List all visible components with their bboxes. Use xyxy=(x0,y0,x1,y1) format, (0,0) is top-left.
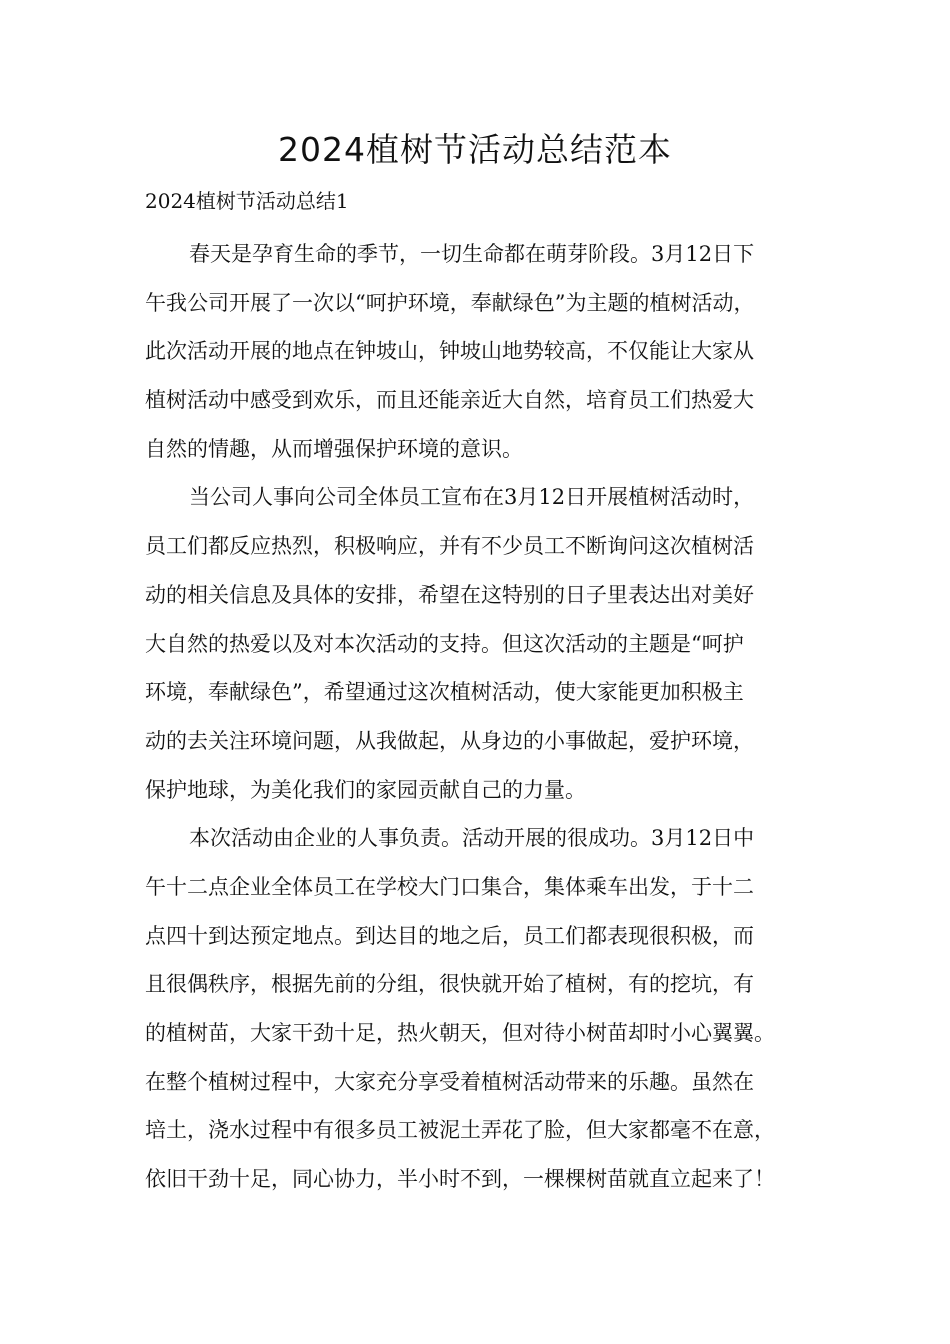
text-line: 员工们都反应热烈，积极响应，并有不少员工不断询问这次植树活 xyxy=(145,534,754,559)
text-line: 春天是孕育生命的季节，一切生命都在萌芽阶段。3月12日下 xyxy=(189,242,755,266)
text-line: 在整个植树过程中，大家充分享受着植树活动带来的乐趣。虽然在 xyxy=(145,1069,754,1094)
text-line: 动的去关注环境问题，从我做起，从身边的小事做起，爱护环境， xyxy=(145,728,754,753)
text-line: 本次活动由企业的人事负责。活动开展的很成功。3月12日中 xyxy=(189,826,755,851)
text-line: 的植树苗，大家干劲十足，热火朝天，但对待小树苗却时小心翼翼。 xyxy=(145,1021,775,1045)
paragraph-1 xyxy=(145,230,810,473)
text-line: 保护地球，为美化我们的家园贡献自己的力量。 xyxy=(145,777,586,802)
text-line: 培土，浇水过程中有很多员工被泥土弄花了脸，但大家都毫不在意， xyxy=(145,1118,775,1143)
text-line: 大自然的热爱以及对本次活动的支持。但这次活动的主题是“呵护 xyxy=(145,631,744,656)
text-line: 此次活动开展的地点在钟坡山，钟坡山地势较高，不仅能让大家从 xyxy=(145,339,754,364)
paragraph-2 xyxy=(145,473,810,814)
document-title: 2024植树节活动总结范本 xyxy=(278,130,672,169)
text-line: 点四十到达预定地点。到达目的地之后，员工们都表现很积极，而 xyxy=(145,923,754,948)
section-heading: 2024植树节活动总结1 xyxy=(145,189,349,213)
text-line: 自然的情趣，从而增强保护环境的意识。 xyxy=(145,436,523,461)
text-line: 植树活动中感受到欢乐，而且还能亲近大自然，培育员工们热爱大 xyxy=(145,388,754,413)
text-line: 环境，奉献绿色”，希望通过这次植树活动，使大家能更加积极主 xyxy=(145,680,744,705)
document-body xyxy=(145,230,810,1204)
text-line: 且很偶秩序，根据先前的分组，很快就开始了植树，有的挖坑，有 xyxy=(145,972,754,997)
text-line: 午我公司开展了一次以“呵护环境，奉献绿色”为主题的植树活动， xyxy=(145,290,755,315)
text-line: 午十二点企业全体员工在学校大门口集合，集体乘车出发，于十二 xyxy=(145,874,754,899)
text-line: 动的相关信息及具体的安排，希望在这特别的日子里表达出对美好 xyxy=(145,582,754,607)
text-line: 当公司人事向公司全体员工宣布在3月12日开展植树活动时， xyxy=(189,485,755,510)
text-line: 依旧干劲十足，同心协力，半小时不到，一棵棵树苗就直立起来了！ xyxy=(145,1167,775,1192)
paragraph-3 xyxy=(145,814,810,1204)
